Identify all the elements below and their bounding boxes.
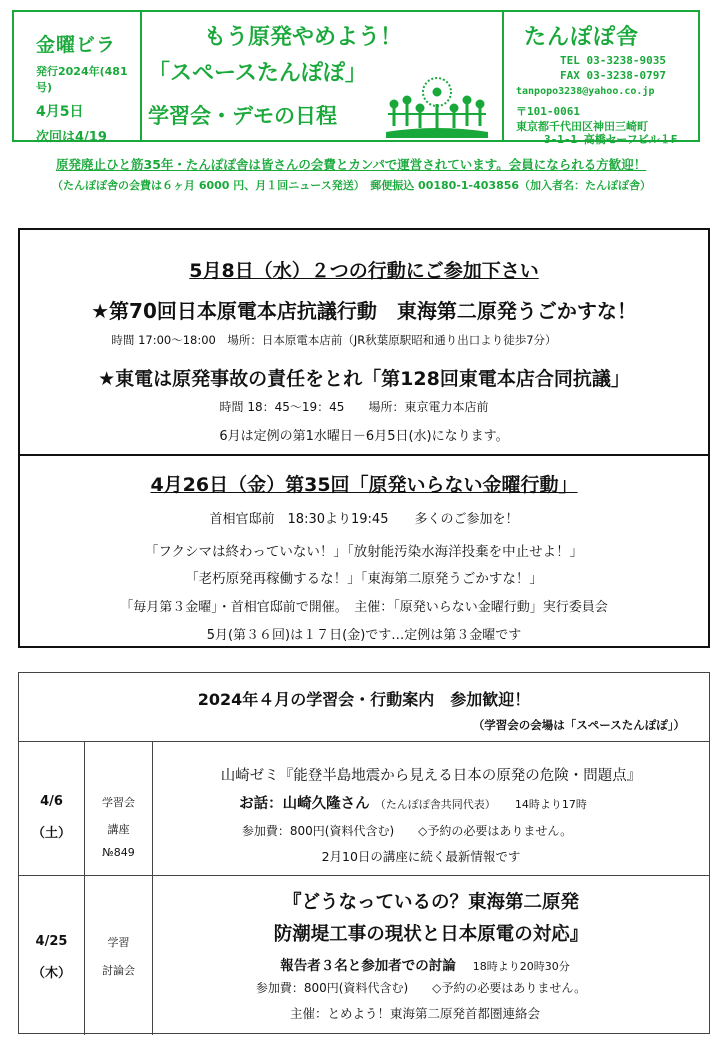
- flyer-title: 金曜ビラ: [36, 34, 117, 56]
- lecture-number: №849: [102, 846, 135, 859]
- lecture-title: 山崎ゼミ『能登半島地震から見える日本の原発の危険・問題点』: [220, 768, 642, 784]
- event-weekday: （木）: [31, 966, 71, 981]
- event-subtype: 講座: [107, 823, 130, 836]
- protest-1-detail: 時間 17:00～18:00 場所：日本原電本店前（JR秋葉原駅昭和通り出口より徒歩7分）: [111, 333, 557, 347]
- may-friday-note: 5月(第３６回)は１７日(金)です…定例は第３金曜です: [206, 628, 522, 643]
- section-divider: [20, 454, 708, 456]
- email-address: tanpopo3238@yahoo.co.jp: [516, 86, 655, 97]
- flyer-header: [12, 10, 700, 146]
- event-row: [19, 875, 709, 1035]
- issue-date: 4月5日: [36, 104, 84, 120]
- discussion-title-line-2: 防潮堤工事の現状と日本原電の対応』: [273, 924, 589, 945]
- schedule-title: 2024年４月の学習会・行動案内 参加歓迎！: [197, 690, 531, 709]
- issue-number: 発行2024年(481号): [36, 65, 128, 94]
- postal-code: 〒101-0061: [516, 105, 580, 118]
- dandelion-people-illustration: [382, 74, 492, 140]
- event-row: [19, 741, 709, 875]
- speaker-name: お話：山崎久隆さん: [239, 796, 370, 812]
- apr26-organizer: 「毎月第３金曜」・首相官邸前で開催。 主催：「原発いらない金曜行動」実行委員会: [120, 600, 608, 615]
- event-note: 2月10日の講座に続く最新情報です: [321, 849, 521, 864]
- discussion-title-line-1: 『どうなっているの？東海第二原発: [282, 892, 579, 913]
- organization-name: たんぽぽ舎: [524, 25, 640, 50]
- speakers: 報告者３名と参加者での討論: [280, 958, 456, 974]
- organization-contact: [504, 12, 698, 146]
- address-line-1: 東京都千代田区神田三崎町: [516, 120, 648, 133]
- speaker-line: [135, 792, 691, 813]
- slogan-line-1: 「フクシマは終わっていない！」「放射能汚染水海洋投棄を中止せよ！」: [144, 544, 584, 560]
- june-schedule-note: 6月は定例の第1水曜日－6月5日(水)になります。: [219, 429, 509, 444]
- schedule-venue: （学習会の会場は「スペースたんぽぽ」）: [472, 718, 685, 732]
- protest-2-title: ★東電は原発事故の責任をとれ「第128回東電本店合同抗議」: [98, 368, 630, 390]
- fax-number: FAX 03-3238-0797: [560, 69, 666, 82]
- membership-fee-notice: （たんぽぽ舎の会費は６ヶ月 6000 円、月１回ニュース発送） 郵便振込 00180-1-403856（加入者名：たんぽぽ舎）: [52, 179, 652, 192]
- event-date-cell: [19, 742, 85, 875]
- protest-1-title: ★第70回日本原電本店抗議行動 東海第二原発うごかすな！: [91, 299, 637, 323]
- event-fee: 参加費：800円(資料代含む) ◇予約の必要はありません。: [255, 981, 587, 995]
- event-type: 学習: [107, 936, 130, 949]
- event-fee: 参加費：800円(資料代含む) ◇予約の必要はありません。: [241, 824, 573, 838]
- slogan-block: [142, 12, 504, 140]
- space-name: 「スペースたんぽぽ」: [148, 61, 367, 86]
- slogan-line-2: 「老朽原発再稼働するな！」「東海第二原発うごかすな！」: [185, 571, 543, 587]
- apr26-heading: 4月26日（金）第35回「原発いらない金曜行動」: [150, 474, 578, 496]
- speaker-line: [147, 954, 703, 974]
- protest-2-detail: 時間 18：45～19：45 場所：東京電力本店前: [219, 400, 489, 414]
- event-details-cell: [153, 876, 709, 1035]
- actions-box: [18, 228, 710, 648]
- slogan-line: もう原発やめよう！: [204, 25, 403, 50]
- phone-number: TEL 03-3238-9035: [560, 54, 666, 67]
- event-date: 4/25: [35, 934, 68, 949]
- event-details-cell: [153, 742, 709, 875]
- event-time: 14時より17時: [514, 798, 587, 811]
- schedule-box: [18, 672, 710, 1034]
- event-organizer: 主催：とめよう！東海第二原発首都圏連絡会: [289, 1006, 540, 1021]
- may8-heading: 5月8日（水）２つの行動にご参加下さい: [189, 260, 539, 282]
- address-line-2: 3-1-1 高橋セーフビル１F: [544, 133, 678, 146]
- apr26-place: 首相官邸前 18:30より19:45 多くのご参加を！: [209, 512, 519, 527]
- event-weekday: （土）: [31, 826, 71, 841]
- speaker-affiliation: （たんぽぽ舎共同代表）: [374, 798, 496, 811]
- schedule-subtitle: 学習会・デモの日程: [148, 104, 337, 128]
- event-date-cell: [19, 876, 85, 1035]
- event-subtype: 討論会: [102, 964, 135, 977]
- membership-notice: 原発廃止ひと筋35年・たんぽぽ舎は皆さんの会費とカンパで運営されています。会員になられる方歓迎！: [56, 157, 647, 172]
- event-date: 4/6: [40, 794, 63, 809]
- event-type: 学習会: [102, 796, 135, 809]
- issue-info: [14, 12, 142, 145]
- next-issue: 次回は4/19: [36, 130, 107, 145]
- event-time: 18時より20時30分: [472, 960, 570, 973]
